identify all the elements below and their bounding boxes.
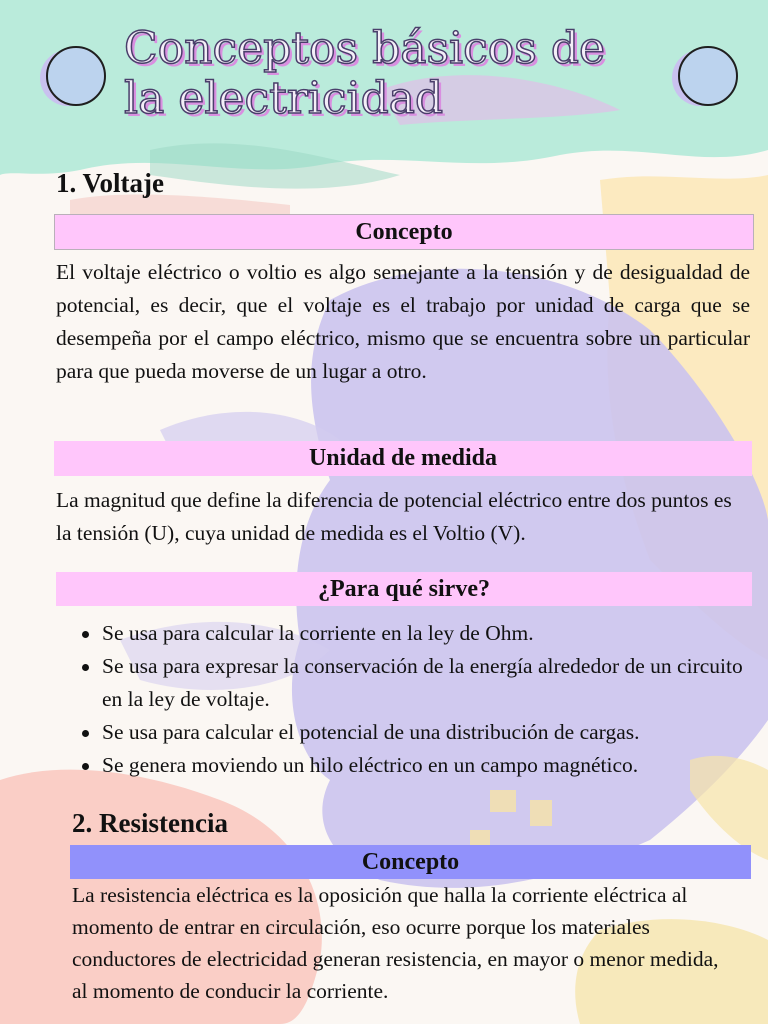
section-heading-voltaje: 1. Voltaje xyxy=(56,168,164,198)
title-line-2: la electricidad xyxy=(124,73,444,124)
title-line-1: Conceptos básicos de xyxy=(124,23,606,74)
list-item: Se usa para expresar la conservación de la energía alrededor de un circuito en la ley de voltaje. xyxy=(54,650,754,716)
unidad-de-medida-text: La magnitud que define la diferencia de potencial eléctrico entre dos puntos es la tensión (U), cuya unidad de medida es el Voltio (V). xyxy=(56,488,732,545)
section-heading-resistencia: 2. Resistencia xyxy=(72,808,228,838)
document-title xyxy=(124,24,664,124)
decorative-circle-right xyxy=(678,46,738,106)
decorative-circle-left xyxy=(46,46,106,106)
band-para-que-sirve xyxy=(56,572,752,606)
band-unidad-de-medida xyxy=(54,441,752,476)
band-label: Concepto xyxy=(355,218,453,245)
list-item: Se genera moviendo un hilo eléctrico en un campo magnético. xyxy=(54,749,754,782)
band-concepto-resistencia xyxy=(70,845,751,879)
voltaje-concept-text: El voltaje eléctrico o voltio es algo semejante a la tensión y de desigualdad de potencial, es decir, que el voltaje es el trabajo por unidad de carga que se desempeña por el campo eléctrico, mismo que se encuentra sobre un particular para que pueda moverse de un lugar a otro. xyxy=(56,260,750,383)
band-label: ¿Para qué sirve? xyxy=(318,575,490,602)
band-concepto-voltaje xyxy=(54,214,754,250)
band-label: Concepto xyxy=(361,848,460,875)
band-label: Unidad de medida xyxy=(308,445,498,471)
list-item: Se usa para calcular la corriente en la ley de Ohm. xyxy=(54,617,754,650)
uses-bullet-list xyxy=(54,617,754,782)
resistencia-concept-text: La resistencia eléctrica es la oposición que halla la corriente eléctrica al momento de entrar en circulación, eso ocurre porque los materiales conductores de electricidad generan resistencia, en mayor o menor medida, al momento de conducir la corriente. xyxy=(72,883,719,1003)
list-item: Se usa para calcular el potencial de una distribución de cargas. xyxy=(54,716,754,749)
